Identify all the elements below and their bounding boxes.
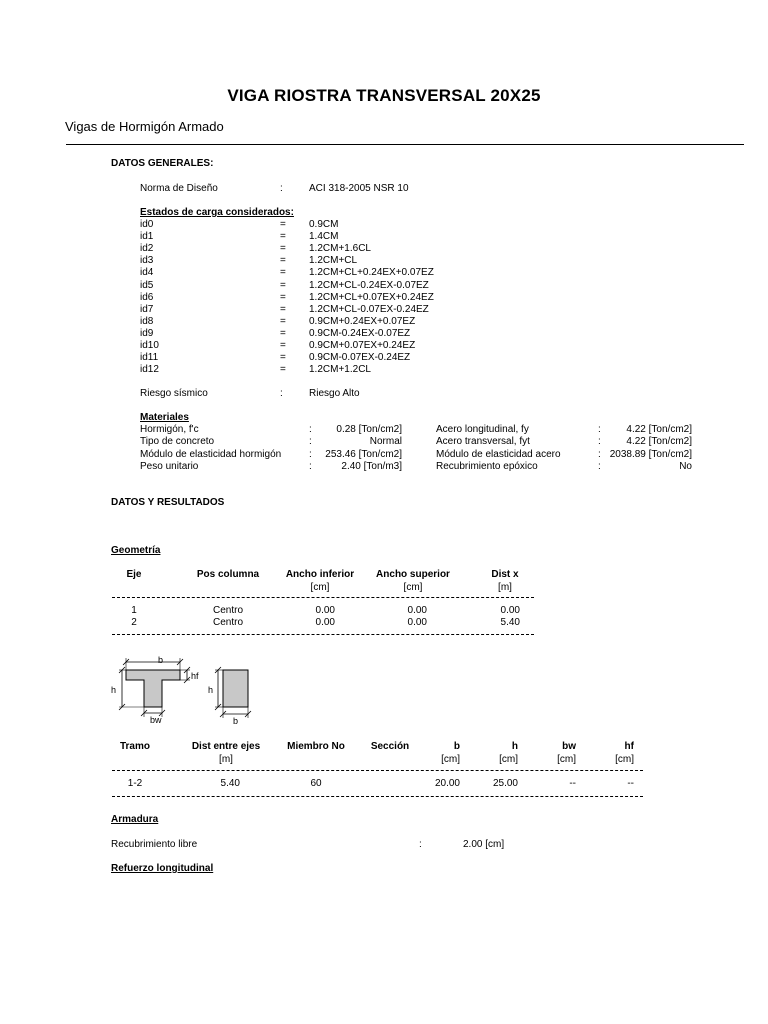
- carga-value: 1.2CM+1.2CL: [309, 364, 371, 376]
- materiales-heading: Materiales: [140, 412, 189, 423]
- material-value: Normal: [369, 436, 402, 448]
- geom-cell: Centro: [212, 617, 243, 628]
- carga-sep: =: [280, 327, 286, 339]
- carga-id: id5: [140, 279, 154, 291]
- carga-value: 0.9CM: [309, 219, 339, 230]
- material-value: 2038.89 [Ton/cm2]: [609, 448, 692, 460]
- refuerzo-heading: Refuerzo longitudinal: [111, 863, 214, 874]
- label-h: h: [111, 685, 117, 695]
- carga-sep: =: [280, 255, 286, 267]
- material-label: Hormigón, f'c: [140, 424, 199, 435]
- tramo-unit: [cm]: [615, 754, 634, 765]
- carga-sep: =: [280, 243, 286, 255]
- recubrimiento-sep: :: [419, 839, 422, 850]
- carga-sep: =: [280, 340, 286, 351]
- carga-value: 1.2CM+CL: [309, 255, 358, 267]
- tramo-divider: [112, 770, 643, 771]
- recubrimiento-label: Recubrimiento libre: [111, 839, 198, 850]
- geom-cell: 0.00: [315, 617, 335, 628]
- carga-id: id12: [140, 364, 159, 376]
- tramo-unit: [cm]: [557, 754, 576, 765]
- material-label: Recubrimiento epóxico: [436, 460, 538, 472]
- carga-sep: =: [280, 279, 286, 291]
- material-label: Tipo de concreto: [140, 436, 215, 448]
- tramo-cell: --: [569, 778, 576, 789]
- material-sep: :: [598, 448, 601, 460]
- tramo-header: b: [453, 741, 460, 752]
- material-sep: :: [598, 460, 601, 472]
- geom-cell: 1: [131, 605, 137, 616]
- geometria-heading: Geometría: [111, 545, 161, 556]
- geom-unit: [cm]: [403, 582, 423, 593]
- carga-value: 1.2CM+CL-0.07EX-0.24EZ: [309, 303, 429, 315]
- material-value: 0.28 [Ton/cm2]: [336, 424, 402, 435]
- carga-value: 1.4CM: [309, 231, 339, 243]
- label-h2: h: [208, 685, 214, 695]
- carga-value: 1.2CM+1.6CL: [309, 243, 371, 255]
- geom-cell: 0.00: [407, 605, 427, 616]
- carga-id: id7: [140, 303, 154, 315]
- carga-id: id6: [140, 291, 154, 303]
- carga-id: id9: [140, 327, 154, 339]
- carga-sep: =: [280, 315, 286, 327]
- geom-header: Eje: [126, 569, 142, 580]
- geom-header: Dist x: [491, 569, 519, 580]
- results-heading: DATOS Y RESULTADOS: [111, 497, 225, 508]
- carga-value: 0.9CM-0.07EX-0.24EZ: [309, 352, 411, 364]
- page-subtitle: Vigas de Hormigón Armado: [65, 119, 224, 134]
- carga-value: 0.9CM+0.24EX+0.07EZ: [309, 315, 416, 327]
- label-b2: b: [233, 716, 239, 726]
- label-hf: hf: [191, 671, 199, 681]
- section-diagram: [108, 653, 268, 731]
- tramo-header: h: [511, 741, 518, 752]
- riesgo-sep: :: [280, 388, 283, 399]
- riesgo-value: Riesgo Alto: [309, 388, 360, 399]
- tramo-cell: 20.00: [434, 778, 460, 789]
- tramo-cell: 1-2: [127, 778, 143, 789]
- material-sep: :: [309, 460, 312, 472]
- material-value: 4.22 [Ton/cm2]: [626, 424, 692, 435]
- label-bw: bw: [150, 715, 162, 725]
- carga-sep: =: [280, 364, 286, 376]
- material-value: 2.40 [Ton/m3]: [341, 460, 402, 472]
- geom-cell: 0.00: [315, 605, 335, 616]
- geom-cell: 0.00: [407, 617, 427, 628]
- carga-value: 0.9CM-0.24EX-0.07EZ: [309, 327, 411, 339]
- tramo-header: Miembro No: [287, 741, 345, 752]
- cargas-heading: Estados de carga considerados:: [140, 207, 294, 218]
- carga-value: 0.9CM+0.07EX+0.24EZ: [309, 340, 416, 351]
- tramo-cell: 5.40: [220, 778, 240, 789]
- carga-id: id0: [140, 219, 154, 230]
- page-title: VIGA RIOSTRA TRANSVERSAL 20X25: [227, 86, 541, 105]
- carga-sep: =: [280, 219, 286, 230]
- geom-cell: Centro: [212, 605, 243, 616]
- material-label: Módulo de elasticidad acero: [436, 448, 561, 460]
- recubrimiento-value: 2.00 [cm]: [463, 839, 505, 850]
- carga-value: 1.2CM+CL+0.24EX+0.07EZ: [309, 267, 434, 279]
- material-sep: :: [309, 436, 312, 448]
- geom-cell: 2: [131, 617, 137, 628]
- geom-unit: [m]: [498, 582, 512, 593]
- tramo-unit: [m]: [219, 754, 233, 765]
- general-heading: DATOS GENERALES:: [111, 158, 214, 169]
- norma-label: Norma de Diseño: [140, 183, 218, 194]
- geom-divider: [112, 597, 534, 598]
- tramo-header: Sección: [370, 741, 410, 752]
- material-sep: :: [598, 424, 601, 435]
- header-divider: [66, 144, 744, 145]
- geom-header: Ancho inferior: [285, 569, 355, 580]
- material-sep: :: [309, 424, 312, 435]
- rect-section-shape: [223, 670, 248, 707]
- carga-sep: =: [280, 352, 286, 364]
- material-value: No: [679, 460, 692, 472]
- carga-id: id10: [140, 340, 159, 351]
- material-value: 4.22 [Ton/cm2]: [626, 436, 692, 448]
- carga-sep: =: [280, 231, 286, 243]
- carga-sep: =: [280, 291, 286, 303]
- carga-id: id11: [140, 352, 159, 364]
- carga-value: 1.2CM+CL-0.24EX-0.07EZ: [309, 279, 429, 291]
- material-value: 253.46 [Ton/cm2]: [325, 448, 402, 460]
- geom-divider: [112, 634, 534, 635]
- riesgo-label: Riesgo sísmico: [140, 388, 208, 399]
- t-section-shape: [126, 670, 180, 707]
- material-label: Acero longitudinal, fy: [436, 424, 529, 435]
- carga-id: id1: [140, 231, 154, 243]
- tramo-unit: [cm]: [441, 754, 460, 765]
- tramo-header: Dist entre ejes: [191, 741, 261, 752]
- tramo-divider: [112, 796, 643, 797]
- tramo-unit: [cm]: [499, 754, 518, 765]
- geom-unit: [cm]: [310, 582, 330, 593]
- material-label: Acero transversal, fyt: [436, 436, 530, 448]
- tramo-header: hf: [624, 741, 634, 752]
- geom-header: Ancho superior: [376, 569, 450, 580]
- tramo-header: bw: [562, 741, 576, 752]
- geom-cell: 0.00: [500, 605, 520, 616]
- tramo-cell: 25.00: [492, 778, 518, 789]
- carga-id: id8: [140, 315, 154, 327]
- carga-id: id4: [140, 267, 154, 279]
- carga-id: id3: [140, 255, 154, 267]
- norma-value: ACI 318-2005 NSR 10: [309, 183, 409, 194]
- tramo-cell: 60: [310, 778, 322, 789]
- tramo-header: Tramo: [119, 741, 150, 752]
- material-label: Módulo de elasticidad hormigón: [140, 448, 282, 460]
- geom-cell: 5.40: [500, 617, 520, 628]
- material-sep: :: [309, 448, 312, 460]
- norma-sep: :: [280, 183, 283, 194]
- tramo-cell: --: [627, 778, 634, 789]
- material-sep: :: [598, 436, 601, 448]
- armadura-heading: Armadura: [111, 814, 159, 825]
- carga-id: id2: [140, 243, 154, 255]
- material-label: Peso unitario: [140, 460, 199, 472]
- carga-sep: =: [280, 303, 286, 315]
- geom-header: Pos columna: [196, 569, 260, 580]
- carga-sep: =: [280, 267, 286, 279]
- carga-value: 1.2CM+CL+0.07EX+0.24EZ: [309, 291, 434, 303]
- label-b: b: [158, 655, 164, 665]
